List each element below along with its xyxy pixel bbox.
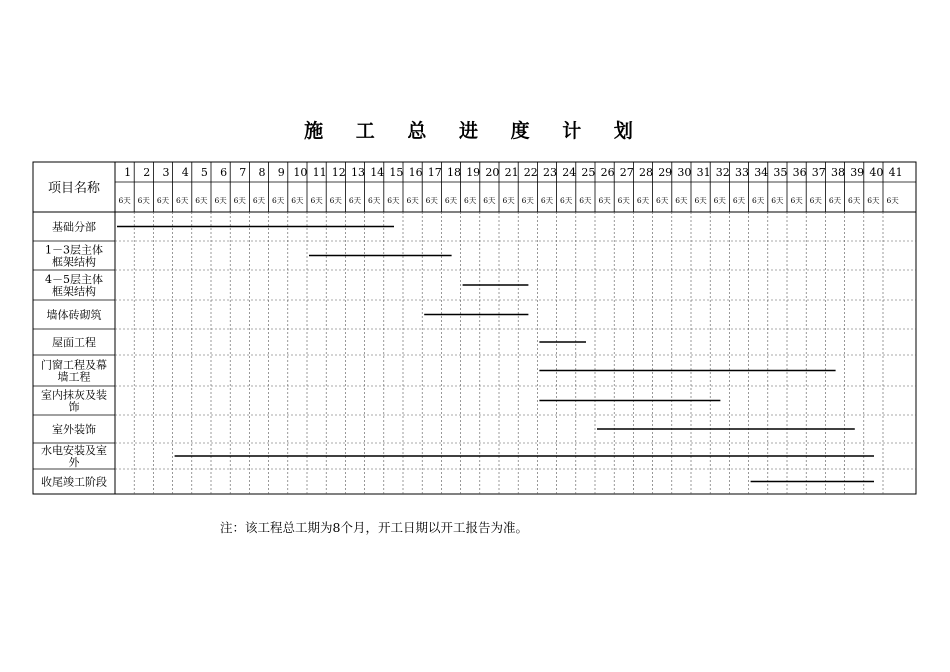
task-name-label: 水电安装及室 [41,444,107,457]
period-unit-label: 6天 [291,196,304,205]
period-unit-label: 6天 [483,196,496,205]
period-number: 1 [124,166,132,179]
period-unit-label: 6天 [675,196,688,205]
period-unit-label: 6天 [406,196,419,205]
period-unit-label: 6天 [809,196,822,205]
period-unit-label: 6天 [560,196,573,205]
period-unit-label: 6天 [348,196,362,205]
task-name-label: 室内抹灰及装 [41,388,107,402]
period-unit-label: 6天 [867,196,880,205]
task-name-label: 饰 [68,400,80,414]
period-number: 11 [312,166,327,179]
period-number: 29 [658,166,673,179]
period-unit-label: 6天 [272,196,285,205]
period-number: 7 [239,166,247,179]
period-number: 15 [389,166,404,179]
period-number: 16 [408,166,423,179]
task-name-label: 墙体砖砌筑 [46,308,102,322]
period-number: 5 [200,166,208,179]
task-name-label: 1－3层主体 [45,243,103,257]
task-name-label: 屋面工程 [52,336,96,349]
period-number: 22 [523,166,538,179]
period-unit-label: 6天 [656,196,669,205]
period-number: 19 [466,166,481,179]
period-unit-label: 6天 [848,196,861,205]
task-name-label: 收尾竣工阶段 [41,475,107,489]
task-name-label: 外 [68,456,80,469]
period-unit-label: 6天 [444,196,458,205]
task-name-label: 框架结构 [52,285,96,298]
page-title: 施 工 总 进 度 计 划 [304,120,646,142]
period-number: 12 [331,166,346,179]
period-number: 25 [581,166,596,179]
footnote: 注：该工程总工期为8个月，开工日期以开工报告为准。 [220,520,528,535]
period-number: 32 [715,166,730,179]
period-number: 33 [735,166,749,179]
period-unit-label: 6天 [118,196,131,205]
period-number: 41 [888,166,903,179]
period-number: 17 [427,166,442,179]
period-number: 30 [677,166,692,179]
period-unit-label: 6天 [579,196,592,205]
period-number: 2 [143,166,151,179]
task-name-label: 框架结构 [52,255,96,269]
period-unit-label: 6天 [502,196,515,205]
period-unit-label: 6天 [156,196,170,205]
period-number: 20 [485,166,500,179]
period-number: 31 [696,166,711,179]
task-name-label: 门窗工程及幕 [41,358,107,372]
period-number: 18 [447,166,461,179]
period-number: 37 [811,166,826,179]
period-unit-label: 6天 [387,196,400,205]
period-unit-label: 6天 [540,196,554,205]
period-unit-label: 6天 [828,196,842,205]
period-unit-label: 6天 [713,196,726,205]
period-unit-label: 6天 [310,196,323,205]
period-unit-label: 6天 [886,196,899,205]
period-number: 6 [220,166,228,179]
period-number: 39 [850,166,865,179]
period-unit-label: 6天 [214,196,227,205]
period-unit-label: 6天 [617,196,630,205]
period-unit-label: 6天 [636,196,650,205]
period-number: 35 [773,166,788,179]
period-number: 13 [351,166,365,179]
task-name-label: 室外装饰 [52,423,96,436]
period-unit-label: 6天 [137,196,150,205]
period-number: 24 [562,166,577,179]
period-unit-label: 6天 [752,196,765,205]
period-number: 21 [504,166,519,179]
period-number: 8 [258,166,266,179]
period-number: 36 [792,166,807,179]
period-unit-label: 6天 [771,196,784,205]
period-unit-label: 6天 [732,196,746,205]
period-unit-label: 6天 [176,196,189,205]
period-number: 27 [619,166,634,179]
period-number: 26 [600,166,615,179]
period-number: 9 [277,166,285,179]
period-number: 10 [293,166,308,179]
period-number: 28 [639,166,653,179]
period-unit-label: 6天 [464,196,477,205]
period-number: 3 [162,166,170,179]
period-unit-label: 6天 [195,196,208,205]
period-number: 38 [831,166,845,179]
task-name-label: 基础分部 [52,220,96,234]
period-unit-label: 6天 [368,196,381,205]
period-unit-label: 6天 [790,196,803,205]
task-name-label: 4－5层主体 [45,273,103,286]
task-name-label: 墙工程 [57,370,91,384]
period-unit-label: 6天 [694,196,707,205]
period-unit-label: 6天 [252,196,266,205]
period-number: 40 [869,166,884,179]
period-unit-label: 6天 [521,196,534,205]
period-number: 23 [543,166,557,179]
header-label: 项目名称 [47,181,101,196]
period-number: 34 [754,166,769,179]
period-unit-label: 6天 [233,196,246,205]
period-unit-label: 6天 [598,196,611,205]
period-number: 14 [370,166,385,179]
period-number: 4 [181,166,189,179]
period-unit-label: 6天 [425,196,438,205]
period-unit-label: 6天 [329,196,342,205]
